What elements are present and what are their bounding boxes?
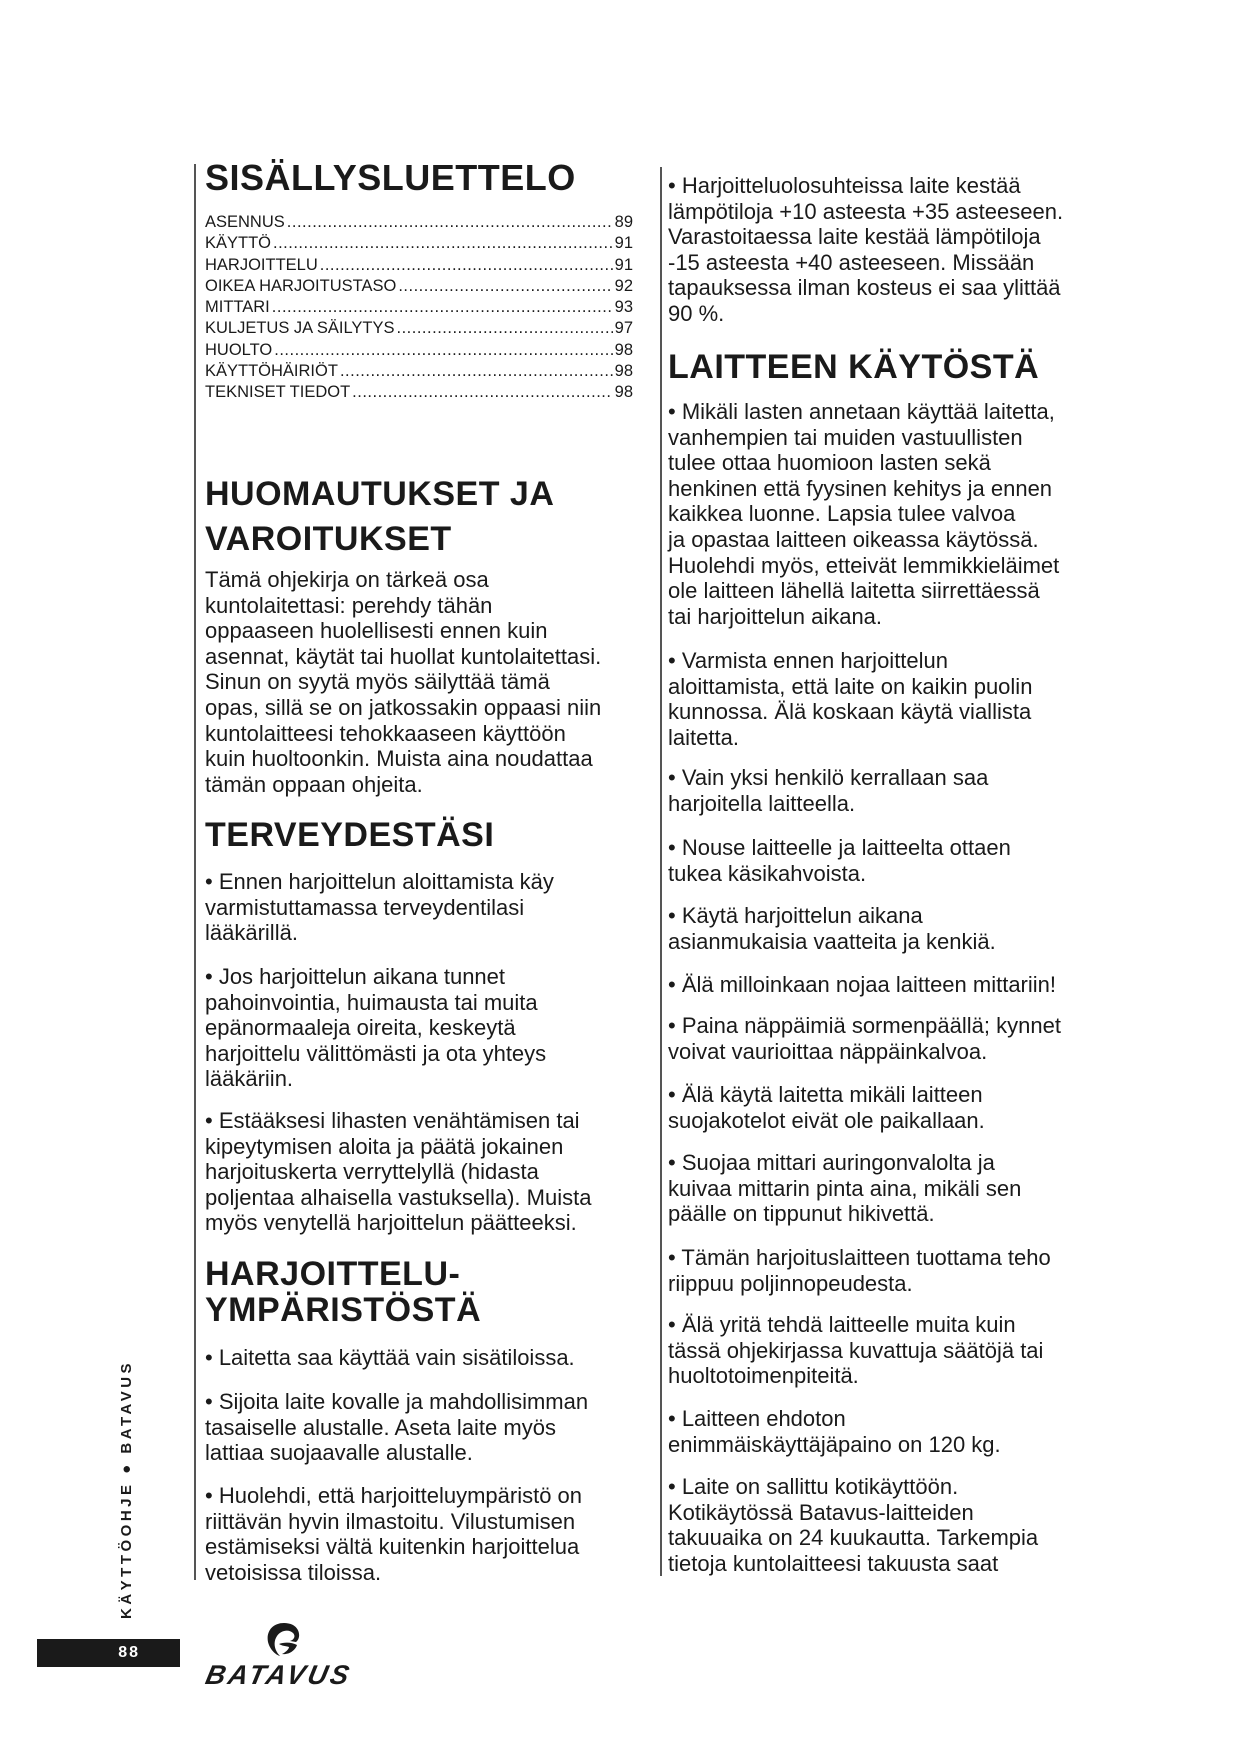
toc-item[interactable] [205,212,633,233]
toc-leader-dots [397,318,613,339]
right-column-divider [660,167,662,1576]
usage-item: • Paina näppäimiä sormenpäällä; kynnet voivat vaurioittaa näppäinkalvoa. [668,1013,1061,1064]
warnings-intro: Tämä ohjekirja on tärkeä osa kuntolaitettasi: perehdy tähän oppaaseen huolellisesti ennen kuin asennat, käytät tai huollat kuntolaitettasi. Sinun on syytä myös säilyttää tämä opas, sillä se on jatkossakin oppaasi niin kuntolaitteesi tehokkaaseen käyttöön kuin huoltoonkin. Muista aina noudattaa tämän oppaan ohjeita. [205,567,602,797]
toc-item-page: 89 [614,213,633,231]
health-item: • Jos harjoittelun aikana tunnet pahoinvointia, huimausta tai muita epänormaaleja oireita, keskeytä harjoittelu välittömästi ja ota yhteys lääkäriin. [205,964,547,1092]
toc-item[interactable] [205,255,633,276]
toc-item[interactable] [205,318,633,339]
toc-item-label: ASENNUS [205,213,285,231]
side-running-title: KÄYTTÖOHJE ● BATAVUS [118,1359,135,1619]
batavus-logo [202,1620,406,1690]
toc-leader-dots [340,361,613,382]
usage-item: • Mikäli lasten annetaan käyttää laitetta, vanhempien tai muiden vastuullisten tulee ottaa huomioon lasten sekä henkinen että fyysinen kehitys ja ennen kaikkea luonne. Lapsia tulee valvoa ja opastaa laitteen oikeassa käytössä. Huolehdi myös, etteivät lemmikkieläimet ole laitteen lähellä laitetta siirrettäessä tai harjoittelun aikana. [668,399,1060,629]
usage-item: • Suojaa mittari auringonvalolta ja kuivaa mittarin pinta aina, mikäli sen päälle on tippunut hikivettä. [668,1150,1022,1227]
environment-item-continued: • Harjoitteluolosuhteissa laite kestää lämpötiloja +10 asteesta +35 asteeseen. Varastoitaessa laite kestää lämpötiloja -15 asteesta +40 asteeseen. Missään tapauksessa ilman kosteus ei saa ylittää 90 %. [668,173,1064,326]
usage-item: • Älä yritä tehdä laitteelle muita kuin tässä ohjekirjassa kuvattuja säätöjä tai huoltotoimenpiteitä. [668,1312,1044,1389]
toc-item-label: MITTARI [205,298,270,317]
usage-heading: LAITTEEN KÄYTÖSTÄ [668,348,1040,386]
usage-item: • Laitteen ehdoton enimmäiskäyttäjäpaino on 120 kg. [668,1406,1001,1457]
toc-item-page: 92 [614,276,633,295]
usage-item: • Älä käytä laitetta mikäli laitteen suojakotelot eivät ole paikallaan. [668,1082,985,1133]
environment-item: • Sijoita laite kovalle ja mahdollisimman tasaiselle alustalle. Aseta laite myös lattiaa suojaavalle alustalle. [205,1389,589,1466]
toc-item[interactable] [205,297,633,318]
usage-item: • Vain yksi henkilö kerrallaan saa harjoitella laitteella. [668,765,989,816]
toc-item-label: HARJOITTELU [205,255,318,274]
toc-item-page: 98 [614,340,633,359]
toc-leader-dots [320,255,613,276]
usage-item: • Käytä harjoittelun aikana asianmukaisia vaatteita ja kenkiä. [668,903,996,954]
toc-item[interactable] [205,361,633,382]
usage-item: • Laite on sallittu kotikäyttöön. Kotikäytössä Batavus-laitteiden takuuaika on 24 kuukautta. Tarkempia tietoja kuntolaitteesi takuusta saat [668,1474,1039,1576]
toc-item-page: 93 [614,298,633,317]
toc-item-label: HUOLTO [205,340,273,359]
environment-item: • Laitetta saa käyttää vain sisätiloissa. [205,1345,575,1370]
page-number: 88 [37,1639,180,1667]
toc-item-page: 97 [614,319,633,338]
environment-heading: HARJOITTELU- YMPÄRISTÖSTÄ [205,1255,482,1329]
health-item: • Ennen harjoittelun aloittamista käy varmistuttamassa terveydentilasi lääkärillä. [205,869,554,946]
toc-item-page: 98 [614,383,633,402]
usage-item: • Nouse laitteelle ja laitteelta ottaen tukea käsikahvoista. [668,835,1011,886]
left-column-divider [194,164,196,1580]
logo-wordmark: BATAVUS [202,1660,355,1690]
usage-item: • Tämän harjoituslaitteen tuottama teho riippuu poljinnopeudesta. [668,1245,1051,1296]
toc-item-label: KULJETUS JA SÄILYTYS [205,319,395,338]
environment-item: • Huolehdi, että harjoitteluympäristö on riittävän hyvin ilmastoitu. Vilustumisen estämiseksi vältä kuitenkin harjoittelua vetoisissa tiloissa. [205,1483,583,1585]
toc-item-label: OIKEA HARJOITUSTASO [205,276,397,295]
health-heading: TERVEYDESTÄSI [205,816,495,854]
toc-leader-dots [274,340,612,361]
toc-item-label: KÄYTTÖ [205,234,272,253]
toc-item-label: KÄYTTÖHÄIRIÖT [205,362,338,381]
table-of-contents [205,212,633,404]
toc-item-label: TEKNISET TIEDOT [205,383,351,402]
health-item: • Estääksesi lihasten venähtämisen tai kipeytymisen aloita ja päätä jokainen harjoituskerta verryttelyllä (hidasta poljentaa alhaisella vastuksella). Muista myös venytellä harjoittelun päätteeksi. [205,1108,592,1236]
usage-item: • Älä milloinkaan nojaa laitteen mittariin! [668,972,1057,997]
batavus-swirl-icon [262,1620,306,1658]
toc-leader-dots [272,297,613,318]
toc-title: SISÄLLYSLUETTELO [205,157,576,198]
toc-item[interactable] [205,276,633,297]
toc-leader-dots [287,212,613,233]
toc-leader-dots [398,276,612,297]
toc-item[interactable] [205,233,633,254]
toc-leader-dots [273,233,613,254]
toc-item-page: 91 [614,255,633,274]
toc-item-page: 98 [614,362,633,381]
toc-leader-dots [352,382,612,403]
usage-item: • Varmista ennen harjoittelun aloittamista, että laite on kaikin puolin kunnossa. Älä koskaan käytä viallista laitetta. [668,648,1033,750]
toc-item[interactable] [205,340,633,361]
toc-item[interactable] [205,382,633,403]
warnings-heading: HUOMAUTUKSET JA VAROITUKSET [205,475,555,558]
toc-item-page: 91 [614,234,633,253]
